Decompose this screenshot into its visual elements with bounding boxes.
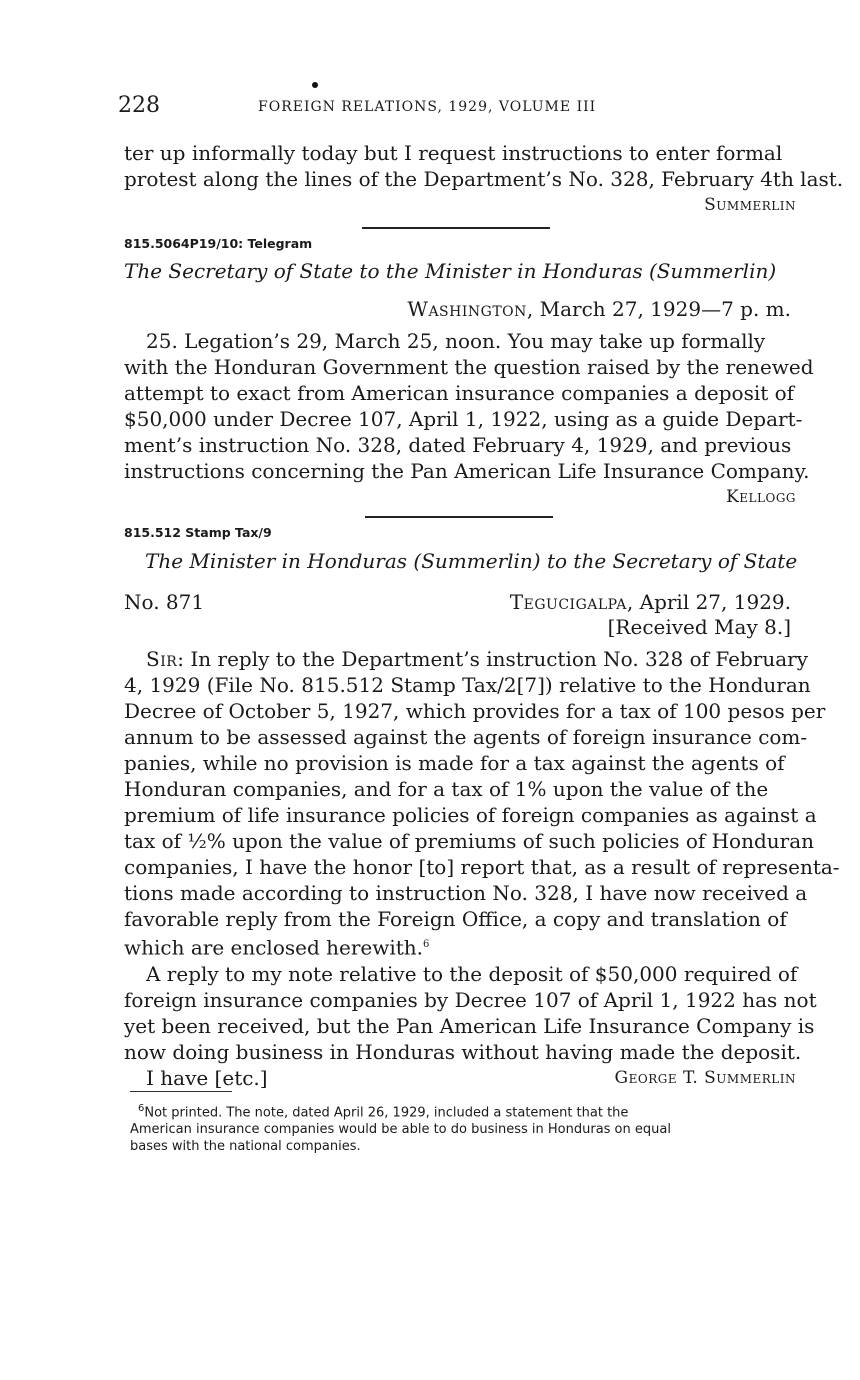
- telegram-body: [124, 328, 814, 510]
- text-line: premium of life insurance policies of foreign companies as against a: [124, 803, 817, 827]
- salutation: Sir: [146, 647, 178, 671]
- text-line: now doing business in Honduras without having made the deposit.: [124, 1039, 802, 1064]
- dateline-place: Washington: [407, 297, 527, 321]
- text-line: with the Honduran Government the question raised by the renewed: [124, 355, 814, 379]
- document-heading: [124, 259, 776, 283]
- footnote-line: bases with the national companies.: [130, 1139, 361, 1155]
- footnote-line: American insurance companies would be able to do business in Honduras on equal: [130, 1122, 671, 1138]
- heading-text: to the Secretary of State: [546, 549, 798, 573]
- despatch-body: [124, 646, 840, 1091]
- text-line: which are enclosed herewith.$^6$: [124, 935, 430, 960]
- text-line: tions made according to instruction No. 328, I have now received a: [124, 881, 808, 905]
- text-line: tax of ½% upon the value of premiums of such policies of Honduran: [124, 829, 815, 853]
- footnote-marker: 6: [138, 1103, 145, 1114]
- text-line: annum to be assessed against the agents of foreign insurance com-: [124, 725, 808, 749]
- footnote-ref[interactable]: 6: [423, 939, 430, 950]
- closing: I have [etc.]: [146, 1065, 268, 1090]
- signature-summerlin: Summerlin: [704, 195, 796, 215]
- text-line: ment’s instruction No. 328, dated February 4, 1929, and previous: [124, 433, 792, 457]
- section-divider: [362, 227, 550, 229]
- text-line: companies, I have the honor [to] report that, as a result of representa-: [124, 855, 840, 879]
- text-line: $50,000 under Decree 107, April 1, 1922, using as a guide Depart-: [124, 407, 803, 431]
- received-note: [Received May 8.]: [607, 615, 791, 639]
- page-header: [118, 93, 798, 123]
- text-line: yet been received, but the Pan American Life Insurance Company is: [124, 1013, 815, 1038]
- heading-text: The Secretary of State to the Minister in Honduras: [124, 259, 643, 283]
- dateline-place: Tegucigalpa: [509, 590, 627, 614]
- dateline: [124, 297, 791, 321]
- text-line: ter up informally today but I request instructions to enter formal: [124, 141, 783, 165]
- running-head: FOREIGN RELATIONS, 1929, VOLUME III: [258, 99, 597, 115]
- footnote: [130, 1100, 798, 1155]
- text-line: 25. Legation’s 29, March 25, noon. You may take up formally: [146, 329, 766, 353]
- text-line: attempt to exact from American insurance companies a deposit of: [124, 381, 795, 405]
- footnote-line: $^6$Not printed. The note, dated April 26, 1929, included a statement that the: [138, 1103, 629, 1121]
- document-heading: [145, 549, 797, 573]
- closing-line: [124, 1065, 796, 1091]
- signature-kellogg: Kellogg: [726, 487, 796, 507]
- text-line: Decree of October 5, 1927, which provides for a tax of 100 pesos per: [124, 699, 826, 723]
- text-line: instructions concerning the Pan American Life Insurance Company.: [124, 459, 810, 483]
- text-line: Honduran companies, and for a tax of 1% upon the value of the: [124, 777, 769, 801]
- dateline: [124, 590, 791, 614]
- text-line: favorable reply from the Foreign Office, a copy and translation of: [124, 907, 787, 931]
- text-line: protest along the lines of the Department’s No. 328, February 4th last.: [124, 167, 844, 191]
- dateline-date: , March 27, 1929—7 p. m.: [526, 297, 791, 321]
- dateline-date: , April 27, 1929.: [626, 590, 791, 614]
- text-line: A reply to my note relative to the deposit of $50,000 required of: [146, 961, 798, 986]
- continuation-text: [124, 140, 844, 218]
- text-line: Sir: In reply to the Department’s instruction No. 328 of February: [146, 647, 809, 671]
- footnote-divider: [130, 1091, 232, 1092]
- text-line: 4, 1929 (File No. 815.512 Stamp Tax/2[7]) relative to the Honduran: [124, 673, 811, 697]
- despatch-number: No. 871: [124, 590, 205, 614]
- signature-george-summerlin: George T. Summerlin: [614, 1067, 796, 1088]
- heading-name: (Summerlin): [413, 549, 541, 573]
- heading-name: (Summerlin): [648, 259, 777, 283]
- text-line: foreign insurance companies by Decree 107 of April 1, 1922 has not: [124, 987, 817, 1012]
- section-divider: [365, 516, 553, 518]
- file-reference: 815.5064P19/10: Telegram: [124, 236, 313, 251]
- print-dot: [312, 82, 318, 88]
- heading-text: The Minister in Honduras: [145, 549, 408, 573]
- file-reference: 815.512 Stamp Tax/9: [124, 525, 272, 540]
- page-number: 228: [118, 93, 160, 118]
- text-line: panies, while no provision is made for a tax against the agents of: [124, 751, 785, 775]
